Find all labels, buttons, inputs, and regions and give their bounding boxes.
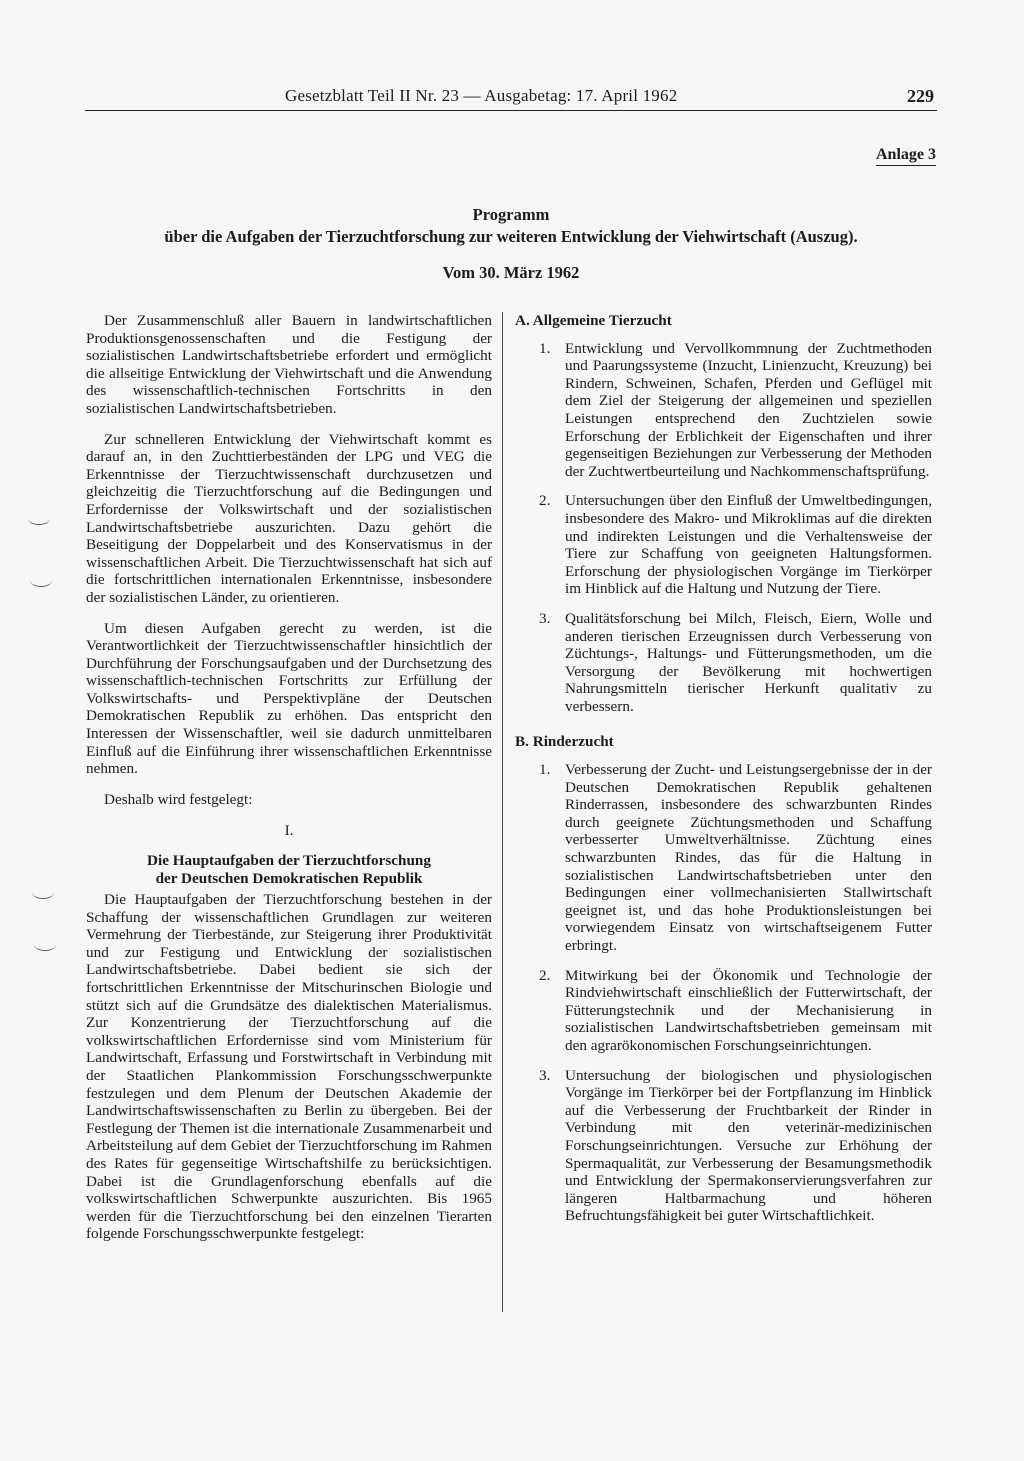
list-item-number: 3.	[539, 609, 551, 627]
section-heading	[86, 852, 492, 887]
title-line-2: über die Aufgaben der Tierzuchtforschung zur weiteren Entwicklung der Viehwirtschaft (Auszug).	[164, 227, 858, 246]
header-title: Gesetzblatt Teil II Nr. 23 — Ausgabetag: 17. April 1962	[285, 86, 678, 105]
column-divider	[502, 312, 503, 1312]
title-date: Vom 30. März 1962	[442, 263, 580, 282]
title-line-1: Programm	[472, 205, 550, 224]
list-item-text: Qualitätsforschung bei Milch, Fleisch, Eiern, Wolle und anderen tierischen Erzeugnissen durch Verbesserung von Züchtungs-, Haltungs- und Fütterungsmethoden, um die Versorgung der Bevölkerung mit hochwertigen Nahrungsmitteln tierischer Herkunft qualitativ zu verbessern.	[565, 609, 932, 715]
right-column	[515, 312, 932, 1237]
subsection-heading-a: A. Allgemeine Tierzucht	[515, 312, 672, 329]
section-number: I.	[284, 822, 294, 840]
list-item	[515, 967, 932, 1055]
list-item-number: 1.	[539, 339, 551, 357]
page-header	[85, 86, 937, 111]
subsection-heading-b: B. Rinderzucht	[515, 733, 614, 751]
paragraph: Deshalb wird festgelegt:	[104, 790, 253, 808]
list-item	[515, 610, 932, 716]
margin-mark	[30, 574, 52, 587]
list-item	[515, 492, 932, 598]
section-heading-line: der Deutschen Demokratischen Republik	[155, 869, 423, 887]
page-number: 229	[907, 86, 934, 106]
list-item-text: Mitwirkung bei der Ökonomik und Technologie der Rindviehwirtschaft einschließlich der Futterwirtschaft, der Fütterungstechnik und der Mechanisierung in sozialistischen Landwirtschaftsbetrieben gemeinsam mit den agrarökonomischen Forschungseinrichtungen.	[565, 966, 932, 1054]
list-item-text: Untersuchungen über den Einfluß der Umweltbedingungen, insbesondere des Makro- und Mikroklimas auf die direkten und indirekten Leistungen und die Verhaltensweise der Tiere zur Schaffung von geeigneten Haltungsformen. Erforschung der physiologischen Vorgänge im Tierkörper im Hinblick auf die Haltung und Nutzung der Tiere.	[565, 492, 932, 598]
list-item-number: 2.	[539, 492, 551, 510]
paragraph: Der Zusammenschluß aller Bauern in landwirtschaftlichen Produktionsgenossenschaften und die Festigung der sozialistischen Landwirtschaftsbetriebe erfordert und ermöglicht die allseitige Entwicklung der Viehwirtschaft und die Anwendung des wissenschaftlich-technischen Fortschritts in den sozialistischen Landwirtschaftsbetrieben.	[86, 312, 492, 417]
paragraph: Zur schnelleren Entwicklung der Viehwirtschaft kommt es darauf an, in den Zuchttierbeständen der LPG und VEG die Erkenntnisse der Tierzuchtwissenschaft durchzusetzen und gleichzeitig die Tierzuchtforschung auf die Bedingungen und Erfordernisse der Volkswirtschaft und der sozialistischen Landwirtschaftsbetriebe auszurichten. Dazu gehört die Beseitigung der Doppelarbeit und des Konservatismus in der wissenschaftlichen Arbeit. Die Tierzuchtwissenschaft hat sich auf die fortschrittlichen internationalen Erkenntnisse, insbesondere der sozialistischen Länder, zu orientieren.	[86, 430, 492, 606]
section-heading-line: Die Hauptaufgaben der Tierzuchtforschung	[147, 852, 431, 870]
margin-mark	[34, 938, 56, 951]
list-item	[515, 761, 932, 955]
list-item-number: 1.	[539, 761, 551, 779]
list-item-text: Verbesserung der Zucht- und Leistungsergebnisse der in der Deutschen Demokratischen Republik gehaltenen Rinderrassen, insbesondere des schwarzbunten Rindes durch geeignete Züchtungsmethoden und Schaffung verbesserter Umweltverhältnisse. Züchtung eines schwarzbunten Rindes, das für die Haltung in sozialistischen Landwirtschaftsbetrieben unter den Bedingungen einer vollmechanisierten Stallwirtschaft geeignet ist, und das hohe Produktionsleistungen bei vorwiegendem Einsatz von wirtschaftseigenem Futter erbringt.	[565, 761, 932, 954]
margin-mark	[28, 512, 50, 525]
list-item-number: 3.	[539, 1066, 551, 1084]
annex-label: Anlage 3	[876, 146, 936, 166]
list-item-text: Entwicklung und Vervollkommnung der Zuchtmethoden und Paarungssysteme (Inzucht, Linienzucht, Kreuzung) bei Rindern, Schweinen, Schafen, Pferden und Geflügel mit dem Ziel der Steigerung der allgemeinen und speziellen Leistungen entsprechend den Zuchtzielen sowie Erforschung der Erblichkeit der Eigenschaften und ihrer gegenseitigen Beziehungen zur Verbesserung der Methoden der Zuchtwertbeurteilung und Nachkommenschaftsprüfung.	[565, 339, 932, 480]
margin-mark	[32, 886, 54, 899]
list-item-text: Untersuchung der biologischen und physiologischen Vorgänge im Tierkörper bei der Fortpflanzung im Hinblick auf die Verbesserung der Fruchtbarkeit der Rinder in Verbindung mit den veterinär-medizinischen Forschungseinrichtungen. Versuche zur Erhöhung der Spermaqualität, zur Verbesserung der Besamungsmethodik und Entwicklung der Spermakonservierungsverfahren zur längeren Haltbarmachung und höheren Befruchtungsfähigkeit bei guter Wirtschaftlichkeit.	[565, 1066, 932, 1225]
list-item-number: 2.	[539, 966, 551, 984]
paragraph: Um diesen Aufgaben gerecht zu werden, ist die Verantwortlichkeit der Tierzuchtwissenschaftler hinsichtlich der Durchführung der Forschungsaufgaben und der Durchsetzung des wissenschaftlich-technischen Fortschritts zur Erfüllung der Volkswirtschafts- und Perspektivpläne der Deutschen Demokratischen Republik zu erhöhen. Das entspricht den Interessen der Wissenschaftler, weil sie dadurch unmittelbaren Einfluß auf die Einführung ihrer wissenschaftlichen Erkenntnisse nehmen.	[86, 619, 492, 778]
left-column	[86, 312, 492, 1256]
paragraph: Die Hauptaufgaben der Tierzuchtforschung bestehen in der Schaffung der wissenschaftlichen Grundlagen zur weiteren Vermehrung der Tierbestände, zur Steigerung ihrer Produktivität und zur Festigung und Entwicklung der sozialistischen Landwirtschaftsbetriebe. Dabei bedient sie sich der fortschrittlichen Erkenntnisse der Mitschurinschen Biologie und stützt sich auf die Grundsätze des dialektischen Materialismus. Zur Konzentrierung der Tierzuchtforschung auf die volkswirtschaftlichen Erfordernisse sind vom Ministerium für Landwirtschaft, Erfassung und Forstwirtschaft in Verbindung mit der Staatlichen Plankommission Forschungsschwerpunkte festzulegen und dem Plenum der Deutschen Akademie der Landwirtschaftswissenschaften zu Berlin zu übergeben. Bei der Festlegung der Themen ist die internationale Zusammenarbeit und Arbeitsteilung auf dem Gebiet der Tierzuchtforschung im Rahmen des Rates für gegenseitige Wirtschaftshilfe zu berücksichtigen. Dabei ist die Grundlagenforschung ebenfalls auf die volkswirtschaftlichen Schwerpunkte auszurichten. Bis 1965 werden für die Tierzuchtforschung bei den einzelnen Tierarten folgende Forschungsschwerpunkte festgelegt:	[86, 891, 492, 1243]
list-item	[515, 340, 932, 481]
title-block	[85, 204, 937, 284]
list-item	[515, 1067, 932, 1225]
